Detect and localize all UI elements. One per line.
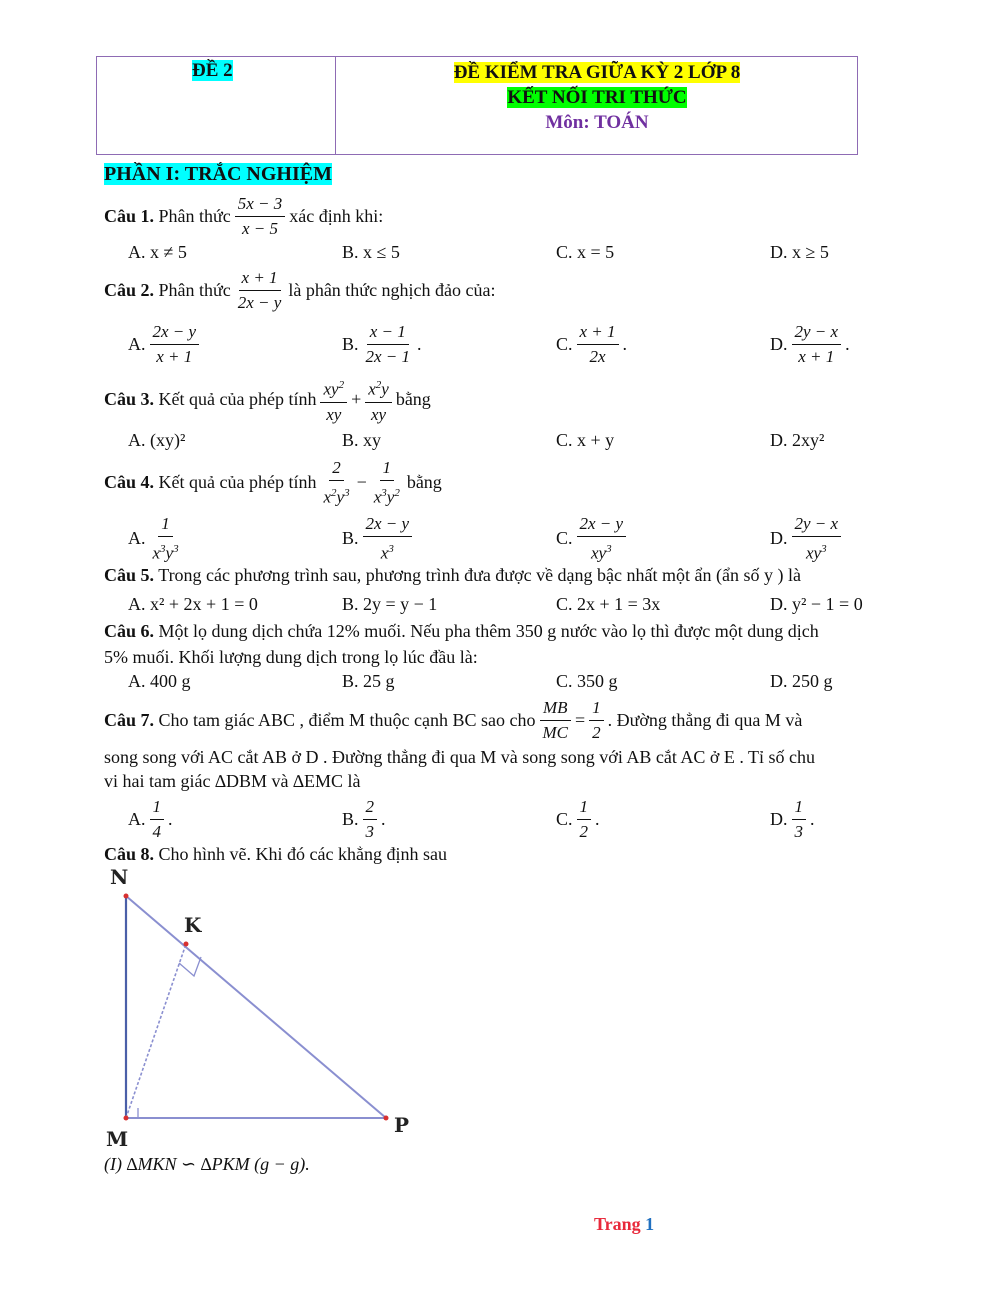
q4-option-a[interactable]: A. $\frac{1}{x^3y^3}$ xyxy=(128,514,179,563)
q5-option-a[interactable]: A. x² + 2x + 1 = 0 xyxy=(128,594,258,614)
header-title-block xyxy=(336,60,858,135)
exam-subtitle: KẾT NỐI TRI THỨC xyxy=(507,87,687,108)
point-N xyxy=(124,894,129,899)
question-7-line-2: song song với AC cắt AB ở D . Đường thẳng đi qua M và song song với AB cắt AC ở E . Tỉ số chu xyxy=(104,747,816,767)
label-K: K xyxy=(184,913,202,937)
q3-option-d[interactable]: D. 2xy² xyxy=(770,430,825,450)
q2-option-d[interactable]: D. $\frac{2y - x}{x + 1}$ . xyxy=(770,322,850,366)
q3-option-b[interactable]: B. xy xyxy=(342,430,382,450)
segment-MK xyxy=(126,944,186,1118)
q7-option-b[interactable]: B. $\frac{2}{3}$ . xyxy=(342,797,386,841)
q1-option-c[interactable]: C. x = 5 xyxy=(556,242,615,262)
q5-option-b[interactable]: B. 2y = y − 1 xyxy=(342,594,438,614)
question-2: Câu 2. Phân thức $\frac{x + 1}{2x - y}$ là phân thức nghịch đảo của: xyxy=(104,268,496,312)
label-M: M xyxy=(106,1127,129,1151)
q6-option-d[interactable]: D. 250 g xyxy=(770,671,833,691)
q2-option-c[interactable]: C. $\frac{x + 1}{2x}$ . xyxy=(556,322,628,366)
section-title: PHẦN I: TRẮC NGHIỆM xyxy=(104,163,332,185)
question-7-line-3: vi hai tam giác ∆DBM và ∆EMC là xyxy=(104,771,361,791)
question-6-line-2: 5% muối. Khối lượng dung dịch trong lọ lúc đầu là: xyxy=(104,647,478,667)
q7-option-d[interactable]: D. $\frac{1}{3}$ . xyxy=(770,797,815,841)
question-8: Câu 8. Cho hình vẽ. Khi đó các khẳng định sau xyxy=(104,844,447,864)
exam-title: ĐỀ KIỂM TRA GIỮA KỲ 2 LỚP 8 xyxy=(453,62,741,83)
triangle-figure xyxy=(100,862,420,1152)
question-5: Câu 5. Trong các phương trình sau, phương trình đưa được về dạng bậc nhất một ẩn (ẩn số y ) là xyxy=(104,565,801,585)
q4-option-b[interactable]: B. $\frac{2x - y}{x^3}$ xyxy=(342,512,416,566)
q6-option-a[interactable]: A. 400 g xyxy=(128,671,191,691)
point-P xyxy=(384,1116,389,1121)
q4-option-c[interactable]: C. $\frac{2x - y}{xy^3}$ xyxy=(556,512,630,566)
right-angle-mark xyxy=(179,957,201,976)
page-footer xyxy=(594,1214,654,1235)
question-3: Câu 3. Kết quả của phép tính $\frac{xy^2}{xy}$ + $\frac{x^2y}{xy}$ bằng xyxy=(104,373,431,427)
footer-label: Trang xyxy=(594,1214,641,1234)
q5-option-d[interactable]: D. y² − 1 = 0 xyxy=(770,594,863,614)
point-M xyxy=(124,1116,129,1121)
statement-I: (I) ∆MKN ∽ ∆PKM (g − g). xyxy=(104,1154,310,1174)
label-N: N xyxy=(110,865,129,889)
q4-option-d[interactable]: D. $\frac{2y - x}{xy^3}$ xyxy=(770,512,845,566)
q6-option-b[interactable]: B. 25 g xyxy=(342,671,395,691)
exam-subject: Môn: TOÁN xyxy=(545,112,649,133)
q5-option-c[interactable]: C. 2x + 1 = 3x xyxy=(556,594,661,614)
q7-option-c[interactable]: C. $\frac{1}{2}$ . xyxy=(556,797,600,841)
footer-page-number: 1 xyxy=(645,1214,655,1234)
q7-option-a[interactable]: A. $\frac{1}{4}$ . xyxy=(128,797,173,841)
q3-option-a[interactable]: A. (xy)² xyxy=(128,430,186,450)
q3-option-c[interactable]: C. x + y xyxy=(556,430,615,450)
question-7: Câu 7. Cho tam giác ABC , điểm M thuộc cạnh BC sao cho $\frac{MB}{MC}$ = $\frac{1}{2}$ . Đường thẳng đi qua M và xyxy=(104,698,803,742)
q1-option-a[interactable]: A. x ≠ 5 xyxy=(128,242,187,262)
point-K xyxy=(184,942,189,947)
question-1: Câu 1. Phân thức $\frac{5x - 3}{x - 5}$ xác định khi: xyxy=(104,194,384,238)
q2-option-b[interactable]: B. $\frac{x - 1}{2x - 1}$ . xyxy=(342,322,422,366)
question-4: Câu 4. Kết quả của phép tính $\frac{2}{x^2y^3}$ − $\frac{1}{x^3y^2}$ bằng xyxy=(104,458,442,507)
q6-option-c[interactable]: C. 350 g xyxy=(556,671,618,691)
question-6: Câu 6. Một lọ dung dịch chứa 12% muối. Nếu pha thêm 350 g nước vào lọ thì được một dung dịch xyxy=(104,621,819,641)
q1-option-b[interactable]: B. x ≤ 5 xyxy=(342,242,400,262)
label-P: P xyxy=(394,1113,410,1137)
q1-option-d[interactable]: D. x ≥ 5 xyxy=(770,242,829,262)
q2-option-a[interactable]: A. $\frac{2x - y}{x + 1}$ xyxy=(128,320,203,369)
exam-code: ĐỀ 2 xyxy=(192,60,233,81)
